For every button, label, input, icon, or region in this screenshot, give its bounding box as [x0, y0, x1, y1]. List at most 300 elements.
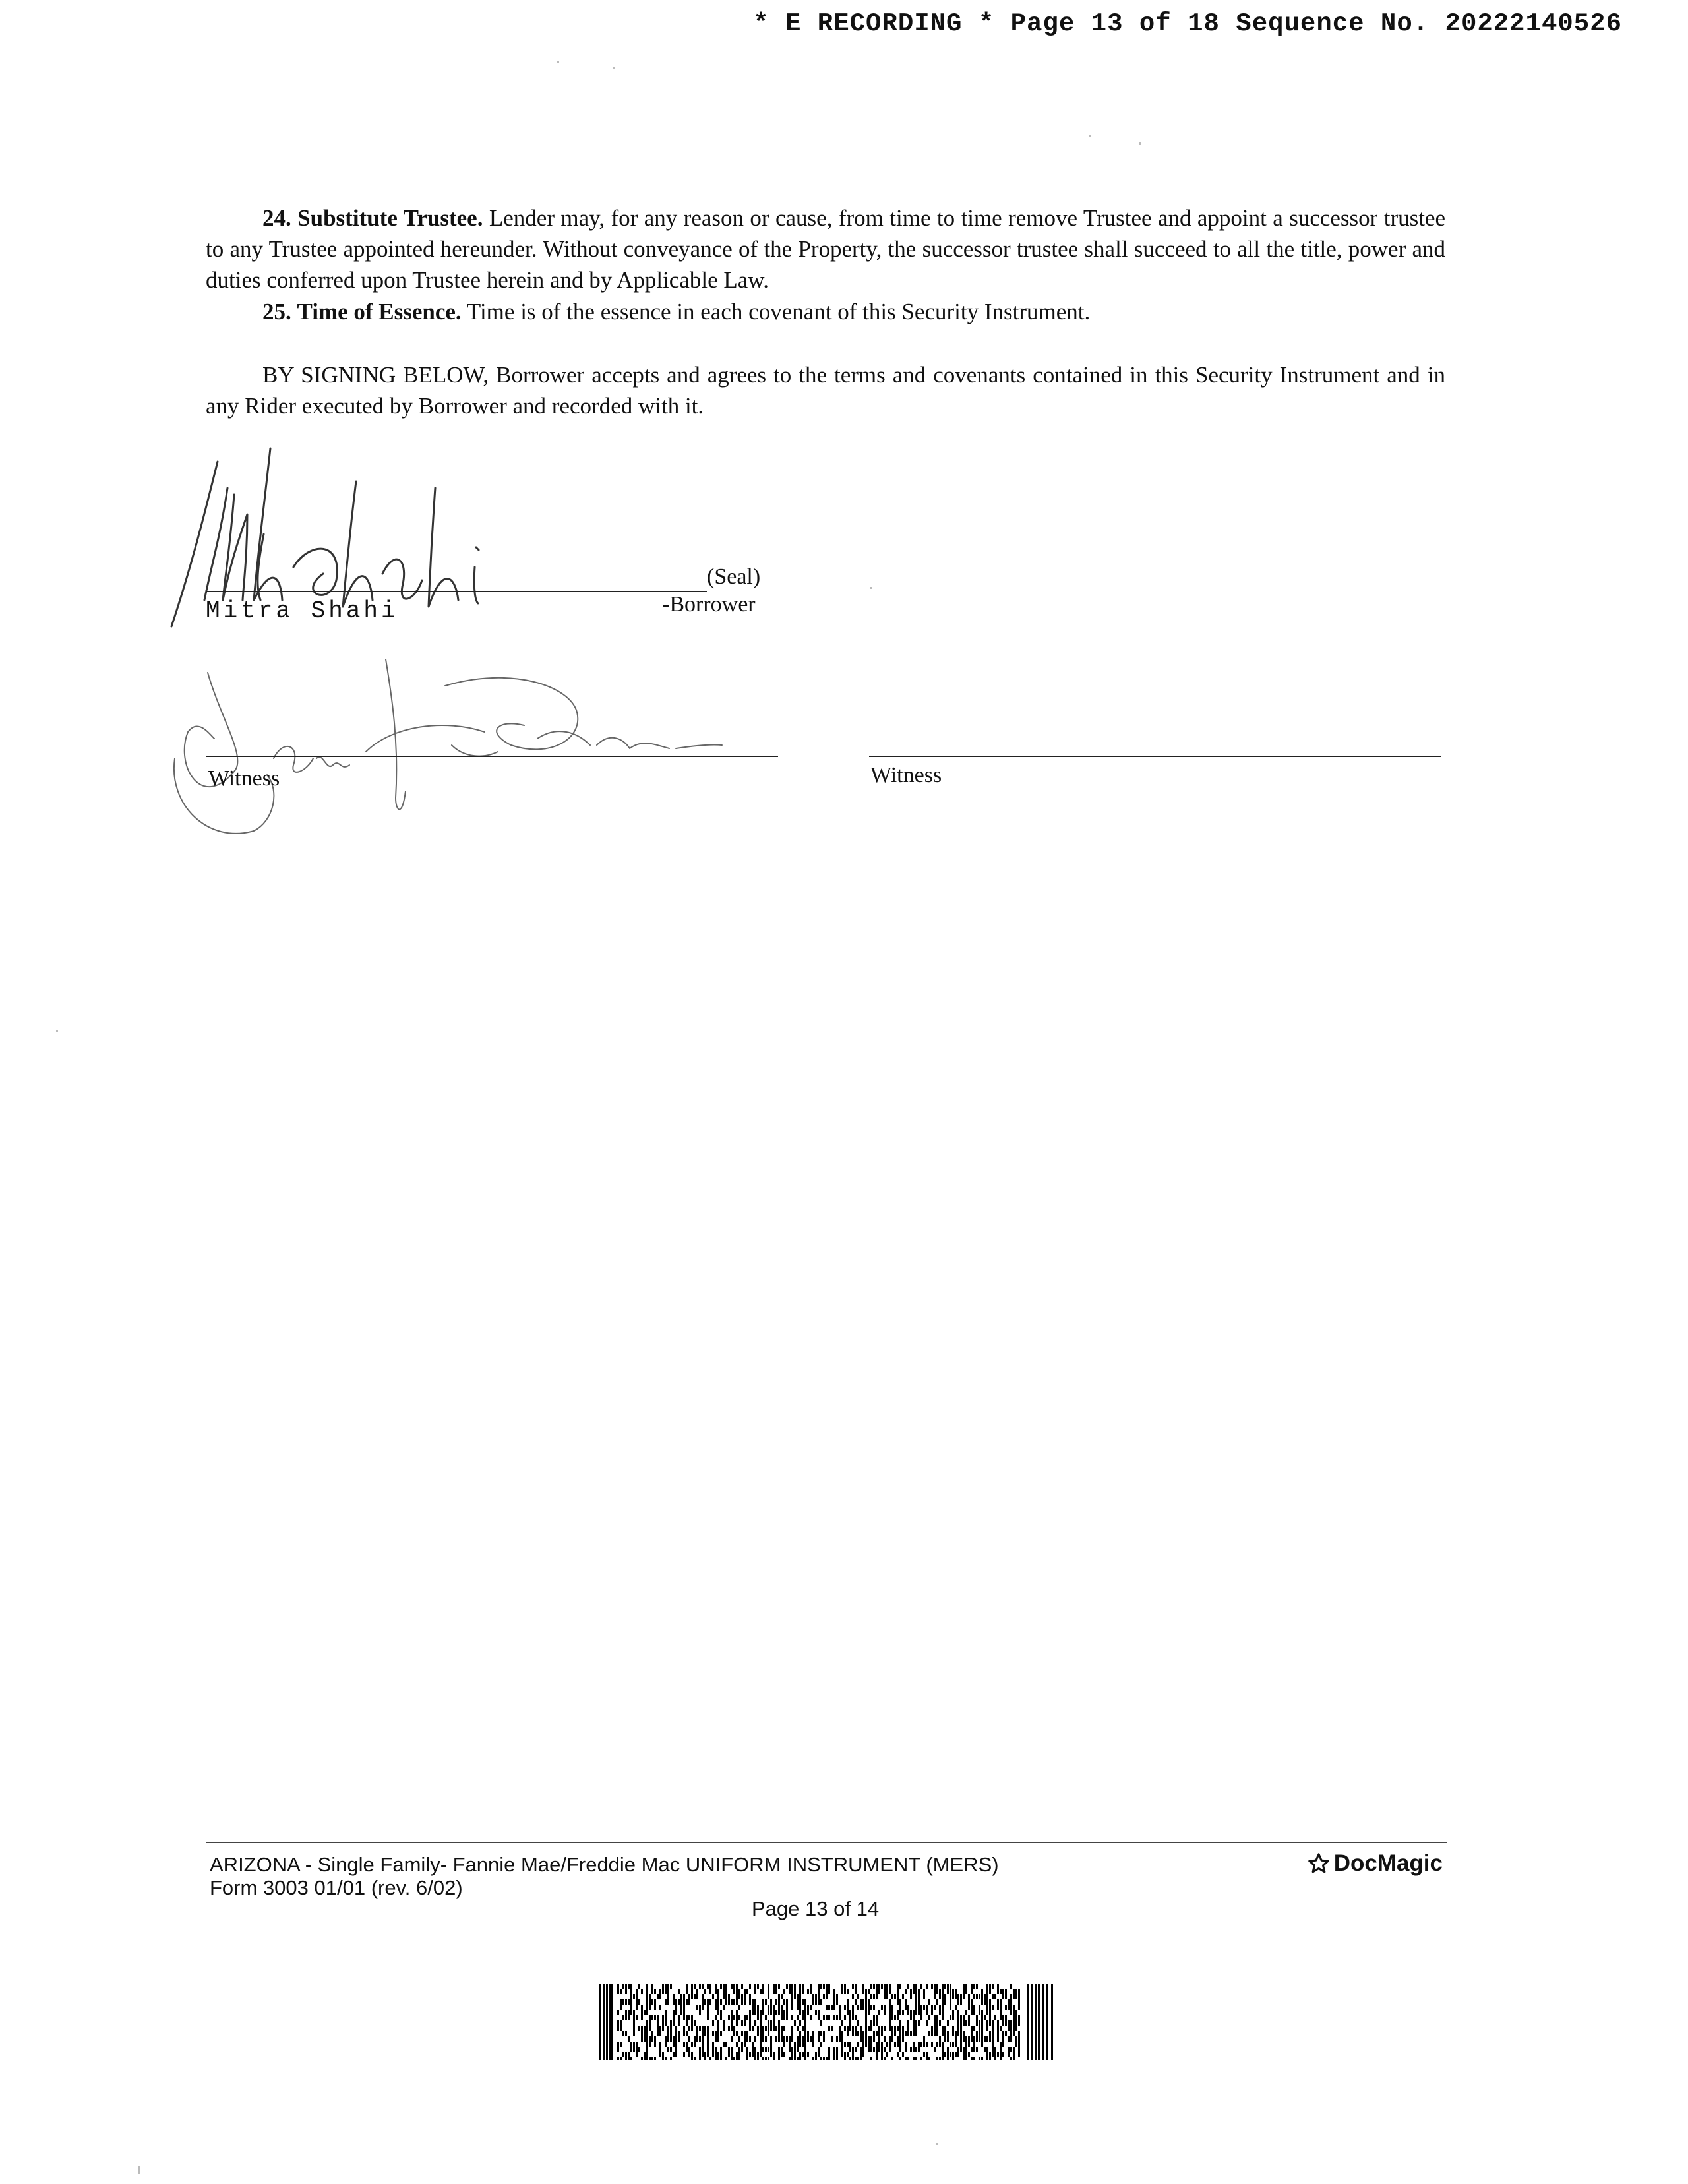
- barcode-module: [717, 2036, 719, 2042]
- barcode-module: [691, 1994, 693, 1999]
- barcode-module: [860, 2031, 862, 2036]
- barcode-module: [723, 1994, 725, 1999]
- barcode-module: [1018, 2020, 1020, 2026]
- barcode-module: [636, 2047, 638, 2052]
- barcode-module: [973, 2005, 975, 2010]
- barcode-module: [651, 2036, 653, 2042]
- barcode-module: [683, 2010, 685, 2015]
- barcode-module: [717, 1989, 719, 1994]
- barcode-module: [741, 1994, 743, 1999]
- barcode-module: [762, 1984, 764, 1989]
- scan-speck: [557, 61, 559, 63]
- barcode-module: [720, 2015, 722, 2020]
- barcode-module: [878, 2026, 880, 2031]
- barcode-module: [773, 2010, 775, 2015]
- barcode-module: [902, 2036, 904, 2042]
- barcode-module: [902, 2052, 904, 2057]
- barcode-module: [760, 1989, 762, 1994]
- barcode-module: [881, 2031, 883, 2036]
- barcode-module: [965, 2036, 967, 2042]
- barcode-module: [1013, 2057, 1015, 2060]
- barcode-module: [1015, 2010, 1017, 2015]
- barcode-module: [905, 2005, 907, 2010]
- barcode-module: [791, 1994, 793, 1999]
- barcode-module: [986, 2052, 988, 2057]
- barcode-module: [981, 2042, 983, 2047]
- barcode-module: [939, 2042, 941, 2047]
- barcode-module: [1015, 2020, 1017, 2026]
- barcode-module: [649, 2042, 651, 2047]
- barcode-module: [702, 2042, 704, 2047]
- barcode-module: [894, 2031, 896, 2036]
- barcode-module: [812, 2042, 814, 2047]
- barcode-module: [852, 1984, 854, 1989]
- barcode-module: [986, 1984, 988, 1989]
- barcode-module: [773, 2005, 775, 2010]
- barcode-module: [744, 1989, 746, 1994]
- barcode-module: [923, 2036, 925, 2042]
- barcode-module: [841, 1984, 843, 1989]
- barcode-module: [641, 1989, 643, 1994]
- barcode-module: [963, 2036, 965, 2042]
- barcode-module: [1051, 1984, 1053, 2060]
- barcode-module: [657, 2026, 659, 2031]
- barcode-module: [683, 1999, 685, 2005]
- barcode-module: [797, 2047, 799, 2052]
- barcode-module: [847, 1989, 849, 1994]
- barcode-module: [833, 2052, 835, 2057]
- barcode-module: [849, 2042, 851, 2047]
- barcode-module: [754, 2052, 756, 2057]
- barcode-module: [649, 1994, 651, 1999]
- barcode-module: [797, 2042, 799, 2047]
- barcode-module: [622, 2015, 624, 2020]
- barcode-module: [823, 2015, 825, 2020]
- barcode-module: [852, 2031, 854, 2036]
- barcode-module: [789, 2042, 791, 2047]
- barcode-module: [1015, 2036, 1017, 2042]
- barcode-module: [789, 1984, 791, 1989]
- barcode-module: [625, 2057, 627, 2060]
- barcode-module: [783, 2042, 785, 2047]
- barcode-module: [670, 2036, 672, 2042]
- barcode-module: [997, 2020, 999, 2026]
- barcode-module: [715, 2031, 717, 2036]
- barcode-module: [981, 2010, 983, 2015]
- barcode-module: [971, 2005, 973, 2010]
- barcode-module: [833, 1999, 835, 2005]
- barcode-module: [815, 2052, 817, 2057]
- barcode-module: [976, 2047, 978, 2052]
- barcode-module: [828, 1989, 830, 1994]
- barcode-module: [720, 2010, 722, 2015]
- barcode-module: [749, 1999, 751, 2005]
- footer-form-title: ARIZONA - Single Family- Fannie Mae/Freddie Mac UNIFORM INSTRUMENT (MERS): [210, 1853, 999, 1876]
- barcode-module: [646, 2031, 648, 2036]
- barcode-module: [731, 2026, 733, 2031]
- barcode-module: [936, 1984, 938, 1989]
- barcode-module: [791, 1984, 793, 1989]
- barcode-module: [736, 2042, 738, 2047]
- footer-rule: [206, 1842, 1447, 1843]
- barcode-module: [865, 2005, 867, 2010]
- barcode-module: [659, 1989, 661, 1994]
- barcode-module: [868, 2026, 870, 2031]
- barcode-module: [994, 2052, 996, 2057]
- barcode-module: [818, 1989, 820, 1994]
- barcode-module: [654, 2015, 656, 2020]
- barcode-module: [709, 1999, 711, 2005]
- barcode-module: [781, 2036, 783, 2042]
- barcode-module: [662, 2015, 664, 2020]
- barcode-module: [665, 2042, 667, 2047]
- barcode-module: [807, 2031, 809, 2036]
- barcode-module: [928, 2057, 930, 2060]
- barcode-module: [831, 2005, 833, 2010]
- barcode-module: [1010, 1984, 1012, 1989]
- barcode-module: [976, 2036, 978, 2042]
- barcode-module: [897, 1994, 899, 1999]
- barcode-module: [667, 1999, 669, 2005]
- barcode-module: [913, 2047, 915, 2052]
- barcode-module: [709, 1989, 711, 1994]
- barcode-module: [836, 1994, 838, 1999]
- barcode-module: [976, 1984, 978, 1989]
- barcode-module: [725, 1984, 727, 1989]
- barcode-module: [802, 2036, 804, 2042]
- barcode-module: [599, 1984, 601, 2060]
- barcode-module: [884, 2036, 886, 2042]
- barcode-module: [770, 2036, 772, 2042]
- barcode-module: [665, 1999, 667, 2005]
- barcode-module: [989, 1984, 991, 1989]
- barcode-module: [804, 2042, 806, 2047]
- barcode-module: [897, 2026, 899, 2031]
- barcode-module: [963, 2052, 965, 2057]
- barcode-module: [862, 2036, 864, 2042]
- barcode-module: [673, 2020, 675, 2026]
- footer-page-label: Page 13 of 14: [752, 1897, 880, 1920]
- barcode-module: [659, 2005, 661, 2010]
- barcode-module: [1015, 1994, 1017, 1999]
- barcode-module: [928, 2031, 930, 2036]
- barcode-module: [715, 2036, 717, 2042]
- barcode-module: [731, 2010, 733, 2015]
- barcode-module: [873, 2031, 875, 2036]
- barcode-module: [889, 2005, 891, 2010]
- barcode-module: [1005, 2005, 1007, 2010]
- barcode-module: [820, 2020, 822, 2026]
- barcode-module: [973, 1984, 975, 1989]
- barcode-module: [884, 2005, 886, 2010]
- barcode-module: [836, 2047, 838, 2052]
- barcode-module: [704, 2026, 706, 2031]
- barcode-module: [738, 2057, 740, 2060]
- scan-speck: [613, 67, 615, 69]
- barcode-module: [641, 2010, 643, 2015]
- barcode-module: [786, 1999, 788, 2005]
- barcode-module: [826, 1994, 828, 1999]
- section-25: [206, 296, 1445, 327]
- section-24-text: Lender may, for any reason or cause, from time to time remove Trustee and appoint a successor trustee to any Trustee appointed hereunder. Without conveyance of the Property, the successor trustee shall succeed to all the title, power and duties conferred upon Trustee herein and by Applicable Law.: [206, 205, 1446, 293]
- barcode-module: [802, 2015, 804, 2020]
- barcode-module: [680, 1994, 682, 1999]
- witness-right-label: Witness: [870, 763, 942, 787]
- barcode-module: [723, 1984, 725, 1989]
- barcode-module: [804, 2057, 806, 2060]
- barcode-module: [831, 2036, 833, 2042]
- barcode-module: [986, 1999, 988, 2005]
- barcode-module: [625, 1984, 627, 1989]
- barcode-module: [744, 2036, 746, 2042]
- barcode-module: [942, 2010, 944, 2015]
- barcode-module: [670, 2047, 672, 2052]
- barcode-module: [841, 2020, 843, 2026]
- barcode-module: [989, 1999, 991, 2005]
- barcode-module: [738, 2047, 740, 2052]
- barcode-module: [889, 2042, 891, 2047]
- barcode-module: [731, 2052, 733, 2057]
- barcode-module: [775, 2010, 777, 2015]
- barcode-module: [802, 2042, 804, 2047]
- barcode-module: [984, 2036, 986, 2042]
- barcode-module: [633, 2031, 635, 2036]
- barcode-module: [942, 2052, 944, 2057]
- barcode-module: [905, 2042, 907, 2047]
- barcode-module: [799, 2031, 801, 2036]
- barcode-module: [773, 2026, 775, 2031]
- section-24-title: Substitute Trustee.: [297, 205, 483, 231]
- barcode-module: [968, 2005, 970, 2010]
- barcode-module: [894, 2015, 896, 2020]
- barcode-module: [931, 2010, 933, 2015]
- barcode-module: [659, 2052, 661, 2057]
- barcode-module: [791, 1989, 793, 1994]
- barcode-module: [770, 1999, 772, 2005]
- barcode-module: [957, 2026, 959, 2031]
- barcode-module: [981, 2036, 983, 2042]
- barcode-module: [976, 1994, 978, 1999]
- barcode-module: [812, 2031, 814, 2036]
- barcode-module: [899, 2020, 901, 2026]
- barcode-module: [625, 1999, 627, 2005]
- barcode-module: [717, 2005, 719, 2010]
- barcode-module: [952, 2057, 954, 2060]
- barcode-module: [820, 2042, 822, 2047]
- barcode-module: [617, 1989, 619, 1994]
- barcode-module: [638, 2047, 640, 2052]
- barcode-module: [952, 1994, 954, 1999]
- barcode-module: [670, 2031, 672, 2036]
- barcode-module: [889, 2036, 891, 2042]
- barcode-module: [791, 2052, 793, 2057]
- barcode-module: [857, 2005, 859, 2010]
- barcode-module: [1013, 2005, 1015, 2010]
- barcode-module: [868, 2047, 870, 2052]
- barcode-module: [712, 2042, 714, 2047]
- barcode-module: [1038, 1984, 1040, 2060]
- barcode-module: [678, 2020, 680, 2026]
- barcode-module: [1013, 2015, 1015, 2020]
- barcode-module: [749, 2015, 751, 2020]
- barcode-module: [1000, 2052, 1002, 2057]
- barcode-module: [770, 2052, 772, 2057]
- barcode-module: [847, 2042, 849, 2047]
- barcode-module: [844, 2042, 846, 2047]
- barcode-module: [678, 1999, 680, 2005]
- barcode-module: [617, 2010, 619, 2015]
- barcode-module: [707, 1999, 709, 2005]
- barcode-module: [662, 2026, 664, 2031]
- barcode-module: [691, 2020, 693, 2026]
- barcode-module: [836, 2057, 838, 2060]
- barcode-module: [733, 1989, 735, 1994]
- barcode-module: [702, 2031, 704, 2036]
- barcode-module: [636, 1994, 638, 1999]
- barcode-module: [947, 1989, 949, 1994]
- barcode-module: [802, 1999, 804, 2005]
- witness-right-line: [869, 756, 1441, 757]
- barcode-module: [868, 2005, 870, 2010]
- barcode-module: [897, 2036, 899, 2042]
- barcode-module: [665, 2036, 667, 2042]
- barcode-module: [633, 2042, 635, 2047]
- barcode-module: [781, 2015, 783, 2020]
- barcode-module: [855, 2057, 857, 2060]
- barcode-module: [976, 2015, 978, 2020]
- section-24: [206, 202, 1445, 295]
- barcode-module: [952, 2010, 954, 2015]
- barcode-module: [807, 2052, 809, 2057]
- barcode-module: [992, 2042, 994, 2047]
- barcode-module: [778, 2026, 780, 2031]
- barcode-module: [876, 2015, 878, 2020]
- barcode-module: [886, 1989, 888, 1994]
- barcode-module: [876, 2031, 878, 2036]
- barcode-module: [897, 2042, 899, 2047]
- barcode-module: [862, 2047, 864, 2052]
- barcode-module: [994, 2047, 996, 2052]
- barcode-module: [789, 1989, 791, 1994]
- barcode-module: [870, 2020, 872, 2026]
- barcode-module: [736, 1984, 738, 1989]
- barcode-module: [844, 2052, 846, 2057]
- barcode-module: [773, 2020, 775, 2026]
- barcode-module: [897, 2010, 899, 2015]
- barcode-module: [870, 2036, 872, 2042]
- barcode-module: [952, 2031, 954, 2036]
- barcode-module: [628, 1984, 630, 1989]
- barcode-module: [979, 2026, 980, 2031]
- barcode-module: [1008, 2026, 1010, 2031]
- barcode-module: [899, 1999, 901, 2005]
- barcode-module: [760, 2052, 762, 2057]
- barcode-module: [704, 1999, 706, 2005]
- barcode-module: [678, 2031, 680, 2036]
- barcode-module: [625, 2015, 627, 2020]
- barcode-module: [720, 1999, 722, 2005]
- barcode-module: [715, 2057, 717, 2060]
- barcode-module: [889, 1999, 891, 2005]
- barcode-module: [794, 2042, 796, 2047]
- barcode-module: [876, 2042, 878, 2047]
- barcode-module: [963, 2020, 965, 2026]
- barcode-module: [833, 1994, 835, 1999]
- barcode-module: [702, 1999, 704, 2005]
- barcode-module: [731, 2057, 733, 2060]
- barcode-module: [934, 2020, 936, 2026]
- barcode-module: [960, 2020, 962, 2026]
- barcode-module: [799, 1984, 801, 1989]
- barcode-module: [855, 1999, 857, 2005]
- barcode-module: [965, 2042, 967, 2047]
- barcode-module: [1018, 1989, 1020, 1994]
- barcode-module: [818, 1994, 820, 1999]
- barcode-module: [768, 2010, 769, 2015]
- barcode-module: [683, 2005, 685, 2010]
- barcode-module: [1008, 2047, 1010, 2052]
- barcode-module: [894, 1994, 896, 1999]
- barcode-module: [794, 1994, 796, 1999]
- barcode-module: [688, 2052, 690, 2057]
- barcode-module: [723, 2026, 725, 2031]
- barcode-module: [833, 2047, 835, 2052]
- barcode-module: [957, 1994, 959, 1999]
- barcode-module: [1005, 2031, 1007, 2036]
- footer-form-number: Form 3003 01/01 (rev. 6/02): [210, 1876, 463, 1899]
- barcode-module: [699, 2052, 701, 2057]
- borrower-signature-line: [206, 591, 707, 592]
- barcode-module: [997, 1984, 999, 1989]
- barcode-module: [960, 1994, 962, 1999]
- barcode-module: [815, 2057, 817, 2060]
- barcode-module: [783, 2015, 785, 2020]
- barcode-module: [918, 1989, 920, 1994]
- barcode-module: [746, 2015, 748, 2020]
- barcode-module: [936, 2057, 938, 2060]
- barcode-module: [636, 1999, 638, 2005]
- barcode-module: [1015, 2026, 1017, 2031]
- barcode-module: [617, 2057, 619, 2060]
- barcode-module: [965, 2010, 967, 2015]
- barcode-module: [775, 1989, 777, 1994]
- barcode-module: [868, 2010, 870, 2015]
- barcode-module: [696, 2036, 698, 2042]
- barcode-module: [744, 1994, 746, 1999]
- barcode-module: [644, 2031, 646, 2036]
- barcode-module: [662, 2057, 664, 2060]
- barcode-module: [781, 1994, 783, 1999]
- barcode-module: [707, 2036, 709, 2042]
- barcode-module: [891, 2036, 893, 2042]
- barcode-module: [865, 2026, 867, 2031]
- barcode-module: [733, 2015, 735, 2020]
- barcode-module: [651, 1989, 653, 1994]
- barcode-module: [952, 2042, 954, 2047]
- barcode-module: [667, 2031, 669, 2036]
- barcode-module: [849, 2026, 851, 2031]
- barcode-module: [973, 1994, 975, 1999]
- barcode-module: [923, 2005, 925, 2010]
- barcode-module: [804, 2047, 806, 2052]
- barcode-module: [641, 2057, 643, 2060]
- barcode-module: [641, 2026, 643, 2031]
- barcode-module: [981, 2057, 983, 2060]
- barcode-module: [778, 2057, 780, 2060]
- barcode-module: [844, 2057, 846, 2060]
- barcode-module: [746, 2052, 748, 2057]
- barcode-module: [839, 2015, 841, 2020]
